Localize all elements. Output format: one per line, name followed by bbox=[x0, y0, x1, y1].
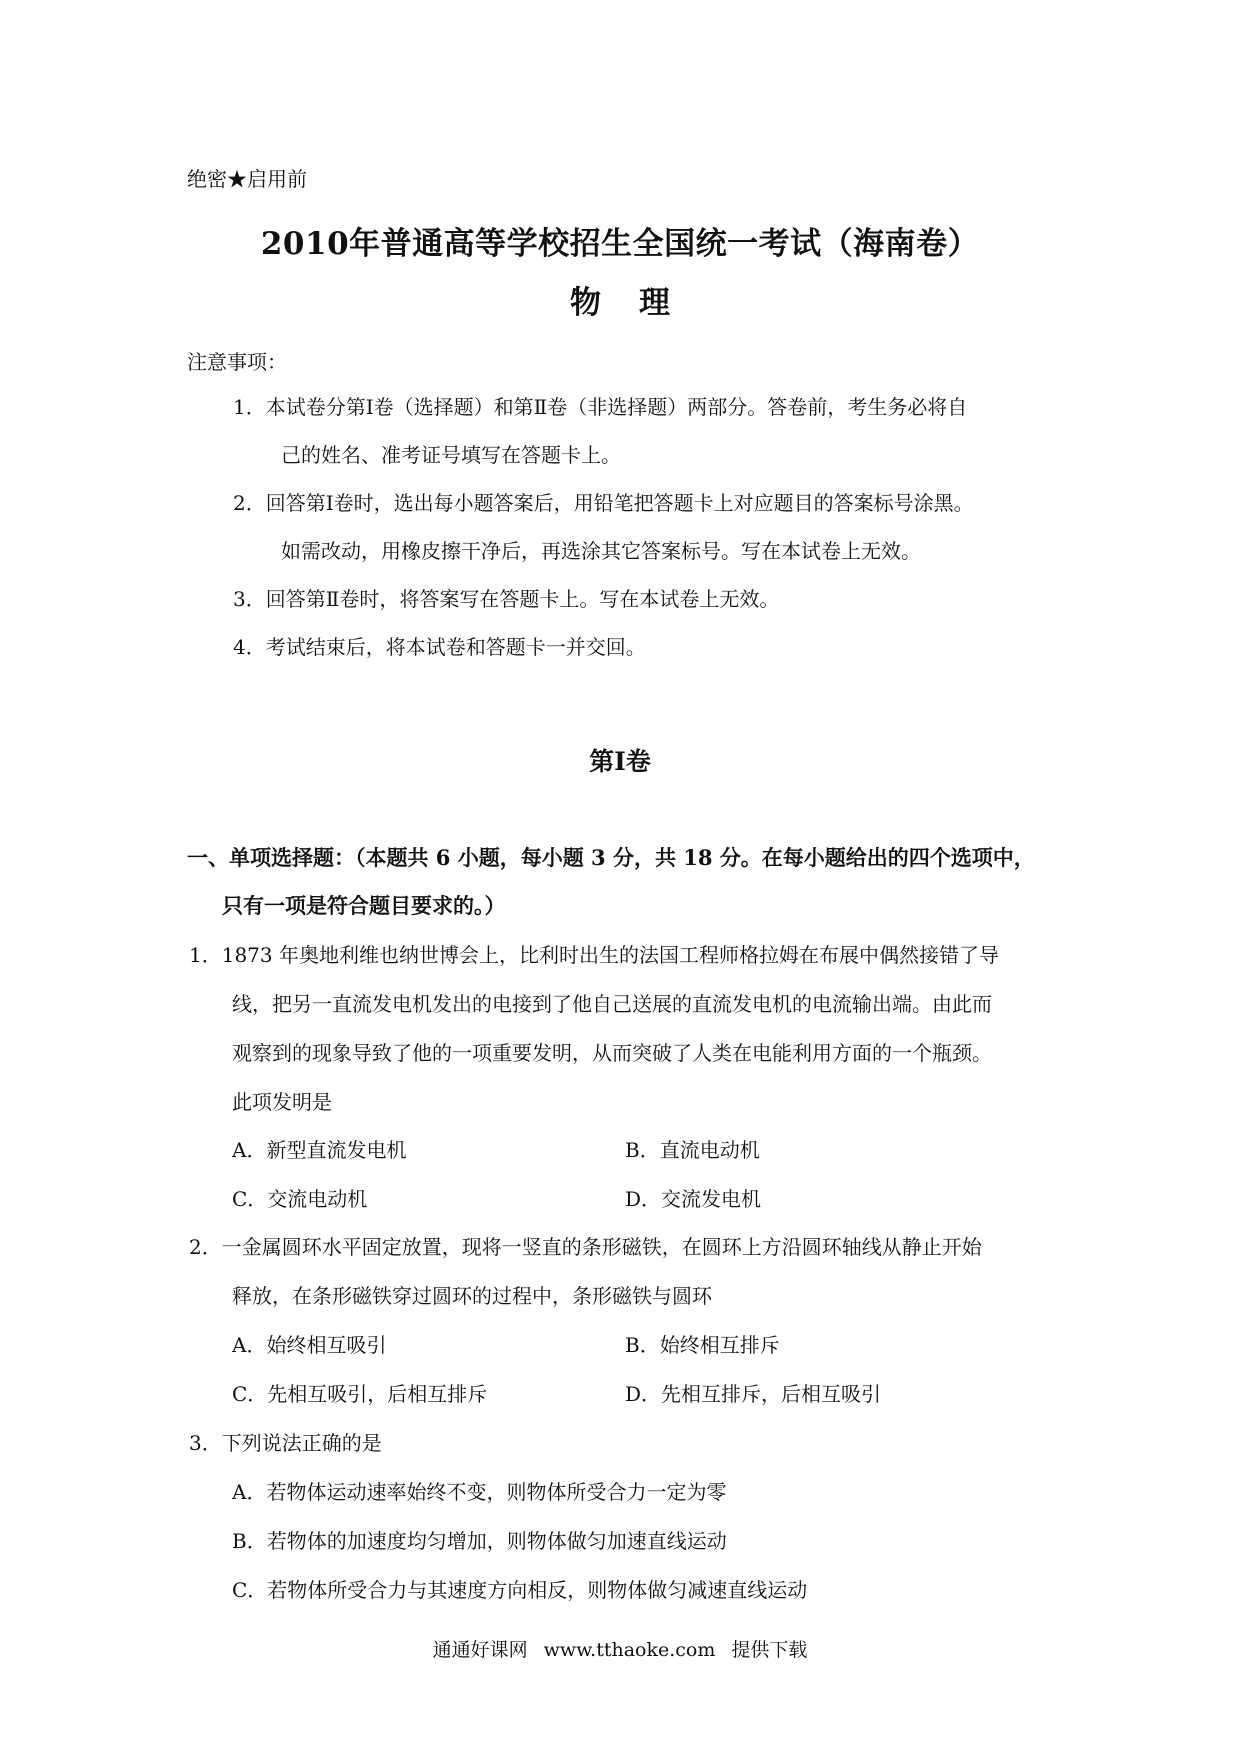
question-1-option-b: B．直流电动机 bbox=[625, 1138, 760, 1162]
question-1-line-3: 观察到的现象导致了他的一项重要发明，从而突破了人类在电能利用方面的一个瓶颈。 bbox=[232, 1041, 992, 1065]
notes-heading: 注意事项： bbox=[187, 350, 287, 374]
question-1-line-1: 1．1873 年奥地利维也纳世博会上，比利时出生的法国工程师格拉姆在布展中偶然接错了导 bbox=[189, 943, 999, 967]
page-footer bbox=[0, 1635, 1240, 1662]
note-3: 3．回答第Ⅱ卷时，将答案写在答题卡上。写在本试卷上无效。 bbox=[233, 587, 780, 611]
note-1-line-2: 己的姓名、准考证号填写在答题卡上。 bbox=[281, 443, 621, 467]
question-1-line-4: 此项发明是 bbox=[232, 1090, 332, 1114]
question-3-option-b: B．若物体的加速度均匀增加，则物体做匀加速直线运动 bbox=[232, 1529, 727, 1553]
subject-title bbox=[0, 277, 1240, 322]
footer-site-name: 通通好课网 bbox=[432, 1639, 528, 1661]
question-1-option-a: A．新型直流发电机 bbox=[232, 1138, 407, 1162]
section-1-heading-cont: 只有一项是符合题目要求的。） bbox=[222, 893, 506, 918]
note-1-line-1: 1．本试卷分第Ⅰ卷（选择题）和第Ⅱ卷（非选择题）两部分。答卷前，考生务必将自 bbox=[233, 395, 968, 419]
question-3-line-1: 3．下列说法正确的是 bbox=[189, 1431, 382, 1455]
part-1-title: 第Ⅰ卷 bbox=[589, 747, 651, 776]
question-3-option-c: C．若物体所受合力与其速度方向相反，则物体做匀减速直线运动 bbox=[232, 1578, 808, 1602]
note-4: 4．考试结束后，将本试卷和答题卡一并交回。 bbox=[233, 635, 646, 659]
question-2-option-d: D．先相互排斥，后相互吸引 bbox=[625, 1382, 882, 1406]
note-2-line-1: 2．回答第Ⅰ卷时，选出每小题答案后，用铅笔把答题卡上对应题目的答案标号涂黑。 bbox=[233, 491, 974, 515]
question-2-line-2: 释放，在条形磁铁穿过圆环的过程中，条形磁铁与圆环 bbox=[232, 1284, 712, 1308]
note-2-line-2: 如需改动，用橡皮擦干净后，再选涂其它答案标号。写在本试卷上无效。 bbox=[281, 539, 921, 563]
question-2-option-c: C．先相互吸引，后相互排斥 bbox=[232, 1382, 488, 1406]
question-2-line-1: 2．一金属圆环水平固定放置，现将一竖直的条形磁铁，在圆环上方沿圆环轴线从静止开始 bbox=[189, 1235, 982, 1259]
question-1-option-c: C．交流电动机 bbox=[232, 1187, 368, 1211]
section-1-heading: 一、单项选择题：（本题共 6 小题，每小题 3 分，共 18 分。在每小题给出的四个选项中， bbox=[187, 845, 1035, 870]
question-2-option-b: B．始终相互排斥 bbox=[625, 1333, 780, 1357]
footer-note: 提供下载 bbox=[731, 1639, 808, 1661]
question-2-option-a: A．始终相互吸引 bbox=[232, 1333, 387, 1357]
question-1-line-2: 线，把另一直流发电机发出的电接到了他自己送展的直流发电机的电流输出端。由此而 bbox=[232, 992, 992, 1016]
exam-title: 2010年普通高等学校招生全国统一考试（海南卷） bbox=[260, 226, 980, 262]
footer-url-link[interactable]: www.tthaoke.com bbox=[543, 1639, 716, 1661]
subject-char-1: 物 bbox=[570, 285, 601, 321]
subject-char-2: 理 bbox=[639, 285, 670, 321]
confidential-label: 绝密★启用前 bbox=[187, 167, 307, 191]
question-1-option-d: D．交流发电机 bbox=[625, 1187, 762, 1211]
question-3-option-a: A．若物体运动速率始终不变，则物体所受合力一定为零 bbox=[232, 1480, 727, 1504]
